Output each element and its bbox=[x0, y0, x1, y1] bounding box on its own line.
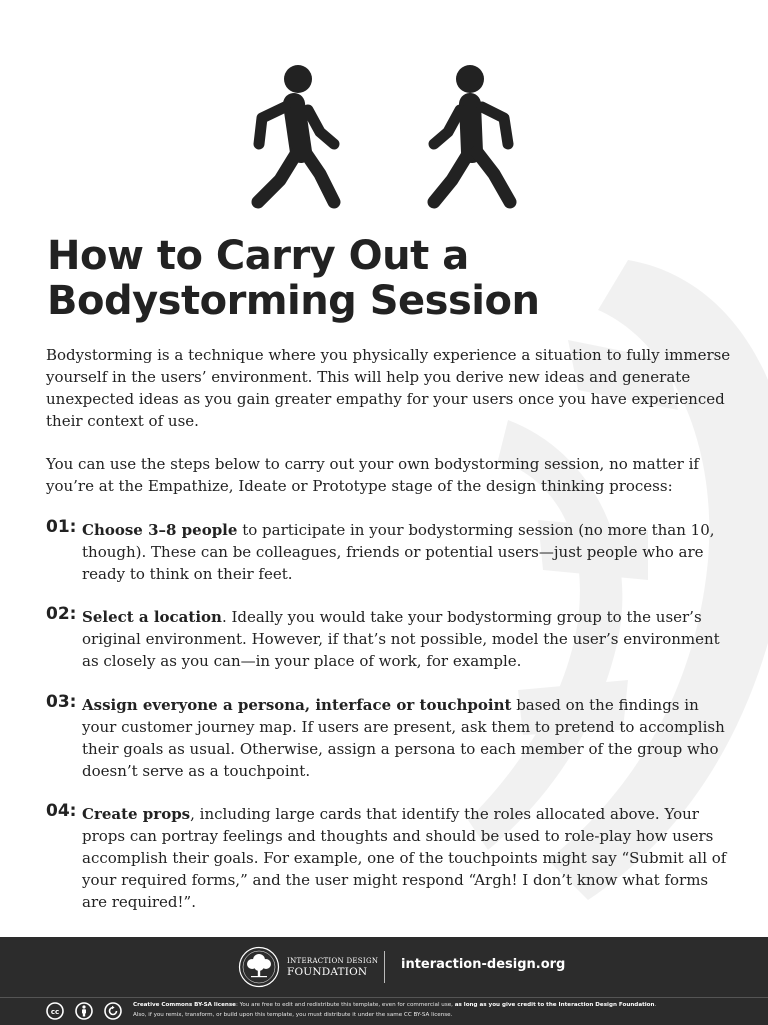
step-item bbox=[46, 606, 736, 672]
step-item bbox=[46, 694, 736, 782]
step-highlight: Assign everyone a persona, interface or touchpoint bbox=[82, 696, 512, 714]
step-text: . Ideally you would take your bodystorming group to the user’s original environment. However, if that’s not possible, model the user’s environment as closely as you can—in your place of work, for example. bbox=[82, 608, 720, 670]
step-item bbox=[46, 803, 736, 913]
step-text: , including large cards that identify the roles allocated above. Your props can portray feelings and thoughts and should be used to role-play how users accomplish their goals. For example, one of the touchpoints might say “Submit all of your required forms,” and the user might respond “Argh! I don’t know what forms are required!”. bbox=[82, 805, 727, 911]
idf-tree-logo-icon bbox=[238, 946, 280, 988]
step-highlight: Create props bbox=[82, 805, 191, 823]
title-line-1: How to Carry Out a bbox=[47, 233, 469, 279]
license-bar bbox=[0, 997, 768, 1025]
license-line-2: Also, if you remix, transform, or build upon this template, you must distribute it under the same CC BY-SA license. bbox=[133, 1012, 453, 1018]
footer-divider bbox=[384, 951, 385, 983]
license-bold-1: Creative Commons BY-SA license bbox=[133, 1002, 236, 1008]
step-text: to participate in your bodystorming session (no more than 10, though). These can be colleagues, friends or potential users—just people who are ready to think on their feet. bbox=[82, 521, 715, 583]
step-item bbox=[46, 519, 736, 585]
walking-figures bbox=[0, 62, 768, 212]
walking-person-icon bbox=[248, 62, 348, 210]
intro-paragraph-2: You can use the steps below to carry out your own bodystorming session, no matter if you’re at the Empathize, Ideate or Prototype stage of the design thinking process: bbox=[46, 455, 699, 495]
svg-text:cc: cc bbox=[50, 1008, 60, 1016]
share-alike-icon bbox=[104, 1002, 122, 1020]
intro-paragraph-1: Bodystorming is a technique where you physically experience a situation to fully immerse yourself in the users’ environment. This will help you derive new ideas and generate unexpected ideas as you gain greater empathy for your users once you have experienced their context of use. bbox=[46, 346, 731, 430]
step-number: 04: bbox=[46, 801, 77, 821]
title-line-2: Bodystorming Session bbox=[47, 278, 540, 324]
footer bbox=[0, 937, 768, 997]
license-text-2: . bbox=[654, 1002, 657, 1008]
step-text: based on the findings in your customer journey map. If users are present, ask them to pretend to accomplish their goals as usual. Otherwise, assign a persona to each member of the group who doesn’t serve as a touchpoint. bbox=[82, 696, 725, 780]
step-highlight: Select a location bbox=[82, 608, 222, 626]
license-bold-2: as long as you give credit to the Interaction Design Foundation bbox=[454, 1002, 655, 1008]
org-name-line-1: INTERACTION DESIGN bbox=[287, 957, 379, 965]
license-text bbox=[133, 1000, 753, 1020]
page-title bbox=[47, 234, 539, 324]
cc-icon bbox=[46, 1002, 64, 1020]
step-highlight: Choose 3–8 people bbox=[82, 521, 238, 539]
step-number: 02: bbox=[46, 604, 77, 624]
step-number: 03: bbox=[46, 692, 77, 712]
by-attribution-icon bbox=[75, 1002, 93, 1020]
org-name-line-2: FOUNDATION bbox=[287, 966, 368, 978]
step-number: 01: bbox=[46, 517, 77, 537]
license-icons bbox=[46, 1002, 128, 1024]
walking-person-icon bbox=[420, 62, 520, 210]
website-link[interactable]: interaction-design.org bbox=[401, 957, 566, 972]
license-text-1: : You are free to edit and redistribute this template, even for commercial use, bbox=[235, 1002, 455, 1008]
